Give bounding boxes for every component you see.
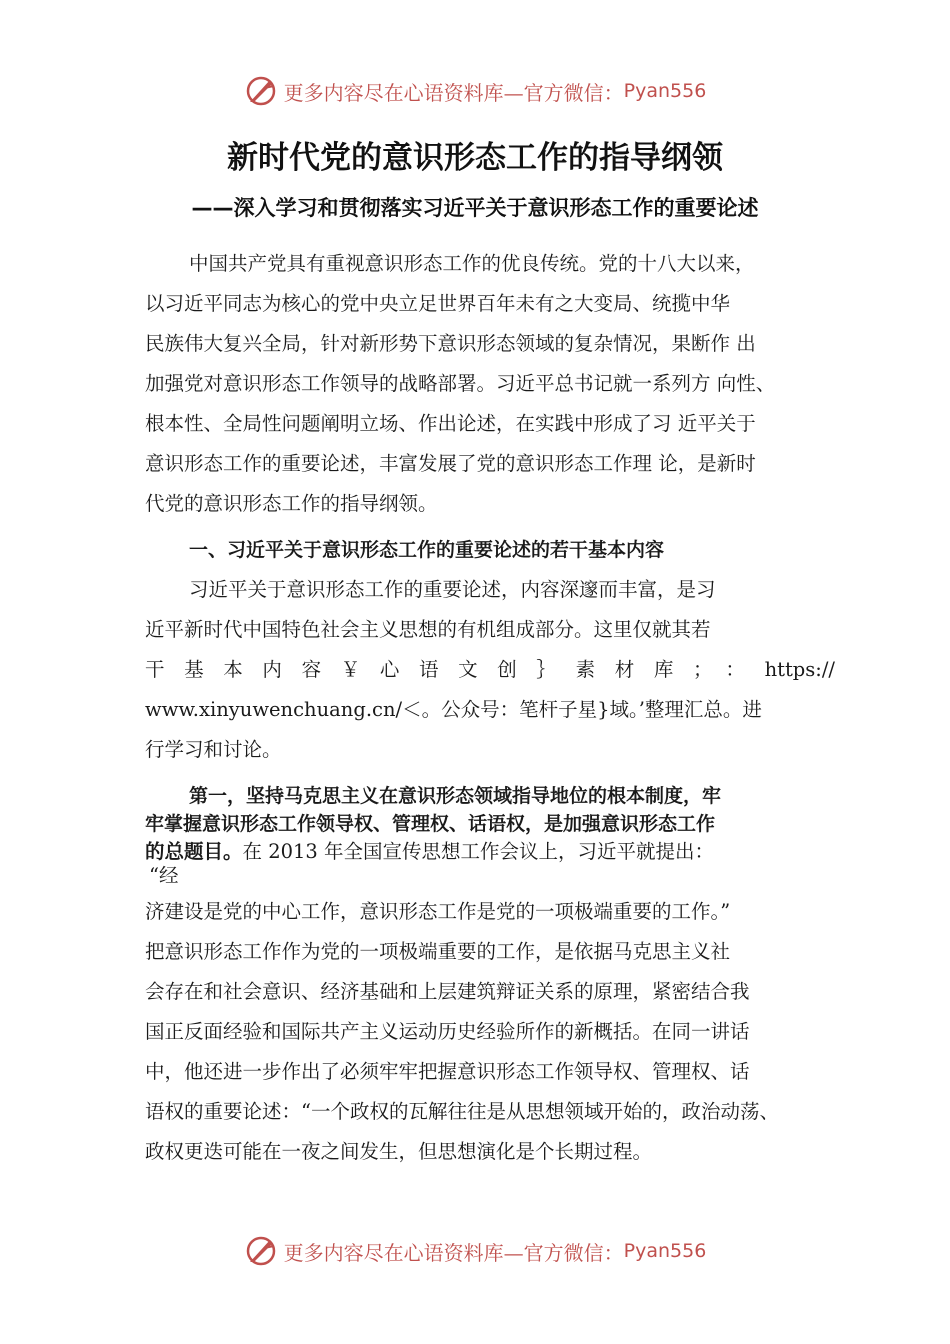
- mixed-line: [145, 838, 714, 866]
- paragraph-line: www.xinyuwenchuang.cn/＜。公众号：笔杆子星}域。’整理汇总。进: [145, 698, 762, 721]
- feather-pen-logo-icon: [244, 74, 278, 108]
- paragraph-line: 代党的意识形态工作的指导纲领。: [145, 492, 438, 515]
- quote-open: “经: [149, 864, 179, 887]
- feather-pen-logo-icon: [244, 1234, 278, 1268]
- paragraph-text: 在 2013 年全国宣传思想工作会议上，习近平就提出：: [242, 840, 715, 863]
- watermark-header: [0, 74, 950, 108]
- watermark-text: 更多内容尽在心语资料库—官方微信：: [283, 80, 624, 105]
- watermark-footer: [0, 1234, 950, 1268]
- paragraph-line: 加强党对意识形态工作领导的战略部署。习近平总书记就一系列方 向性、: [145, 372, 776, 395]
- paragraph-line: 以习近平同志为核心的党中央立足世界百年未有之大变局、统揽中华: [145, 292, 731, 315]
- document-subtitle: ——深入学习和贯彻落实习近平关于意识形态工作的重要论述: [191, 196, 759, 220]
- paragraph-line: 干 基 本 内 容 ￥ 心 语 文 创 ｝ 素 材 库 ； ： https://: [145, 658, 835, 681]
- bold-lead-line: 牢掌握意识形态工作领导权、管理权、话语权，是加强意识形态工作: [145, 813, 716, 835]
- section-heading: 一、习近平关于意识形态工作的重要论述的若干基本内容: [189, 539, 665, 561]
- paragraph-line: 民族伟大复兴全局，针对新形势下意识形态领域的复杂情况，果断作 出: [145, 332, 756, 355]
- paragraph-line: 把意识形态工作作为党的一项极端重要的工作，是依据马克思主义社: [145, 940, 731, 963]
- paragraph-line: 会存在和社会意识、经济基础和上层建筑辩证关系的原理，紧密结合我: [145, 980, 750, 1003]
- paragraph-line: 语权的重要论述：“一个政权的瓦解往往是从思想领域开始的，政治动荡、: [145, 1100, 779, 1123]
- paragraph-line: 根本性、全局性问题阐明立场、作出论述，在实践中形成了习 近平关于: [145, 412, 756, 435]
- watermark-wechat-id: Pyan556: [623, 1240, 707, 1262]
- bold-lead-end: 的总题目。: [145, 840, 243, 863]
- paragraph-line: 习近平关于意识形态工作的重要论述，内容深邃而丰富，是习: [189, 578, 716, 601]
- paragraph-line: 近平新时代中国特色社会主义思想的有机组成部分。这里仅就其若: [145, 618, 711, 641]
- paragraph-line: 政权更迭可能在一夜之间发生，但思想演化是个长期过程。: [145, 1140, 653, 1163]
- bold-lead-line: 第一，坚持马克思主义在意识形态领域指导地位的根本制度，牢: [189, 785, 722, 807]
- paragraph-line: 济建设是党的中心工作，意识形态工作是党的一项极端重要的工作。”: [145, 900, 731, 923]
- paragraph-line: 中国共产党具有重视意识形态工作的优良传统。党的十八大以来，: [189, 252, 755, 275]
- document-title: 新时代党的意识形态工作的指导纲领: [227, 140, 723, 176]
- paragraph-line: 行学习和讨论。: [145, 738, 282, 761]
- paragraph-line: 意识形态工作的重要论述，丰富发展了党的意识形态工作理 论，是新时: [145, 452, 756, 475]
- paragraph-line: 国正反面经验和国际共产主义运动历史经验所作的新概括。在同一讲话: [145, 1020, 750, 1043]
- paragraph-line: 中，他还进一步作出了必须牢牢把握意识形态工作领导权、管理权、话: [145, 1060, 750, 1083]
- watermark-text: 更多内容尽在心语资料库—官方微信：: [283, 1240, 624, 1265]
- watermark-wechat-id: Pyan556: [623, 80, 707, 102]
